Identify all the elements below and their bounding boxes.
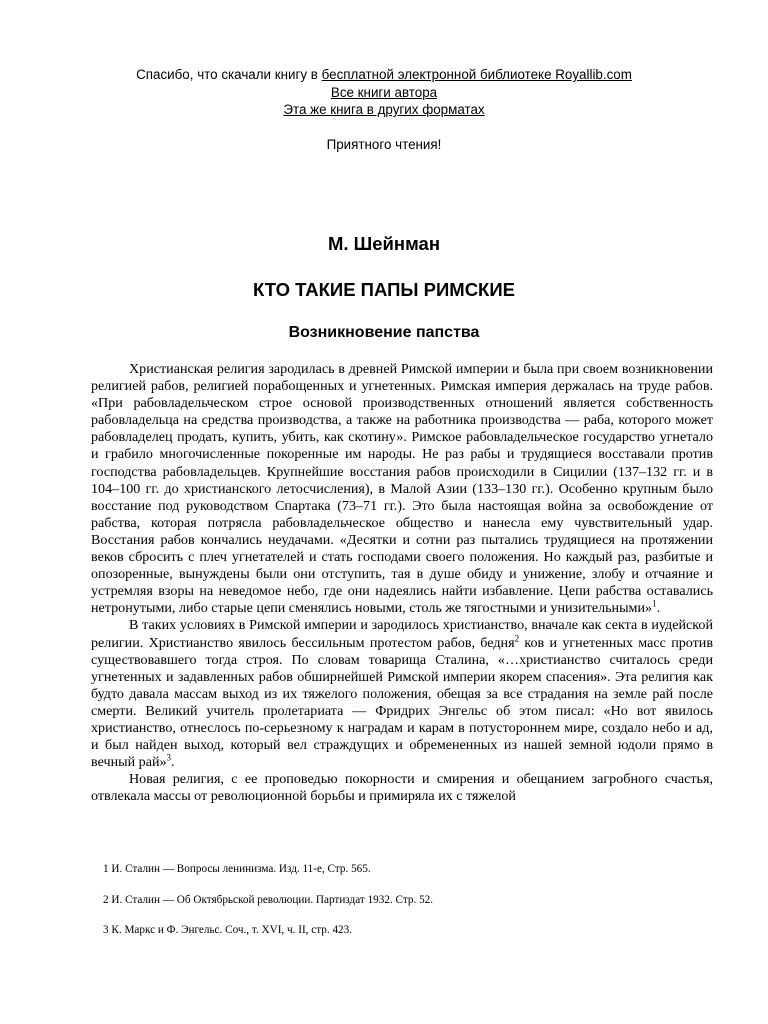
footnote-1: 1 И. Сталин — Вопросы ленинизма. Изд. 11-е, Стр. 565.	[103, 863, 371, 875]
chapter-body	[91, 361, 713, 805]
library-link[interactable]: бесплатной электронной библиотеке Royallib.com	[321, 67, 632, 82]
thanks-text: Спасибо, что скачали книгу в	[136, 67, 322, 82]
chapter-title: Возникновение папства	[288, 324, 480, 341]
footnotes	[103, 862, 713, 954]
paragraph-1-text: Христианская религия зародилась в древней Римской империи и была при своем возникновении религией рабов, религией порабощенных и угнетенных. Римская империя держалась на труде рабов. «При рабовладельческом строе основой производственных отношений является собственность рабовладельца на средства производства, а также на работника производства — раба, которого может рабовладелец продать, купить, убить, как скотину». Римское рабовладельческое государство угнетало и грабило многочисленные покоренные им народы. Не раз рабы и трудящиеся восставали против господства рабовладельцев. Крупнейшие восстания рабов происходили в Сицилии (137–132 гг. и в 104–100 гг. до христианского летосчисления), в Малой Азии (133–130 гг.). Особенно крупным было восстание под руководством Спартака (73–71 гг.). Это была настоящая война за освобождение от рабства, которая потрясла рабовладельческое общество и нанесла ему чувствительный удар. Восстания рабов кончались неудачами. «Десятки и сотни раз пытались трудящиеся на протяжении веков сбросить с плеч угнетателей и стать господами своего положения. Но каждый раз, разбитые и опозоренные, вынуждены были они отступить, тая в душе обиду и унижение, злобу и отчаяние и устремляя взоры на неведомое небо, где они надеялись найти избавление. Цепи рабства оставались нетронутыми, либо старые цепи сменялись новыми, столь же тягостными и унизительными»	[91, 361, 713, 617]
paragraph-3-text: Новая религия, с ее проповедью покорности и смирения и обещанием загробного счастья, отвлекала массы от революционной борьбы и примиряла их с тяжелой	[91, 771, 713, 805]
paragraph-2-text-c: .	[171, 754, 175, 771]
footnote-ref-3[interactable]: 3	[166, 752, 172, 763]
other-formats-link[interactable]: Эта же книга в других форматах	[283, 102, 485, 117]
paragraph-3	[91, 771, 713, 805]
paragraph-1: Христианская религия зародилась в древней Римской империи и была при своем возникновении религией рабов, религией порабощенных и угнетенных. Римская империя держалась на труде рабов. «При рабовладельческом строе основой производственных отношений является собственность рабовладельца на средства производства, а также на работника производства — раба, которого может рабовладелец продать, купить, убить, как скотину». Римское рабовладельческое государство угнетало и грабило многочисленные покоренные им народы. Не раз рабы и трудящиеся восставали против господства рабовладельцев. Крупнейшие восстания рабов происходили в Сицилии (137–132 гг. и в 104–100 гг. до христианского летосчисления), в Малой Азии (133–130 гг.). Особенно крупным было восстание под руководством Спартака (73–71 гг.). Это была настоящая война за освобождение от рабства, которая потрясла рабовладельческое общество и нанесла ему чувствительный удар. Восстания рабов кончались неудачами. «Десятки и сотни раз пытались трудящиеся на протяжении веков сбросить с плеч угнетателей и стать господами своего положения. Но каждый раз, разбитые и опозоренные, вынуждены были они отступить, тая в душе обиду и унижение, злобу и отчаяние и устремляя взоры на неведомое небо, где они надеялись найти избавление. Цепи рабства оставались нетронутыми, либо старые цепи сменялись новыми, столь же тягостными и унизительными»$^1$.	[91, 361, 713, 617]
all-books-link[interactable]: Все книги автора	[330, 84, 438, 100]
paragraph-2-text-b: ков и угнетенных масс против существовавшего тогда строя. По словам товарища Сталина, «…христианство считалось среди угнетенных и задавленных рабов обширнейшей Римской империи якорем спасения». Эта религия как будто давала массам выход из их тяжелого положения, обещая за все страдания на земле рай после смерти. Великий учитель пролетариата — Фридрих Энгельс об этом писал: «Но вот явилось христианство, отнеслось по-серьезному к наградам и карам в потустороннем мире, создало небо и ад, и был найден выход, который вел страждущих и обремененных из нашей земной юдоли прямо в вечный рай»	[91, 634, 713, 771]
footnote-3: 3 К. Маркс и Ф. Энгельс. Соч., т. XVI, ч. II, стр. 423.	[103, 924, 353, 936]
footnote-ref-1[interactable]: 1	[652, 598, 657, 609]
paragraph-2-text-a: В таких условиях в Римской империи и зародилось христианство, вначале как секта в иудейской религии. Христианство явилось бессильным протестом рабов, бедня	[91, 617, 713, 651]
enjoy-reading-text: Приятного чтения!	[326, 136, 442, 152]
download-header	[0, 66, 768, 153]
footnote-ref-2[interactable]: 2	[514, 632, 520, 643]
footnote-2: 2 И. Сталин — Об Октябрьской революции. Партиздат 1932. Стр. 52.	[103, 893, 434, 906]
author-name: М. Шейнман	[327, 233, 441, 254]
thanks-line	[0, 66, 768, 84]
book-title: КТО ТАКИЕ ПАПЫ РИМСКИЕ	[253, 279, 515, 300]
paragraph-2	[91, 617, 713, 771]
